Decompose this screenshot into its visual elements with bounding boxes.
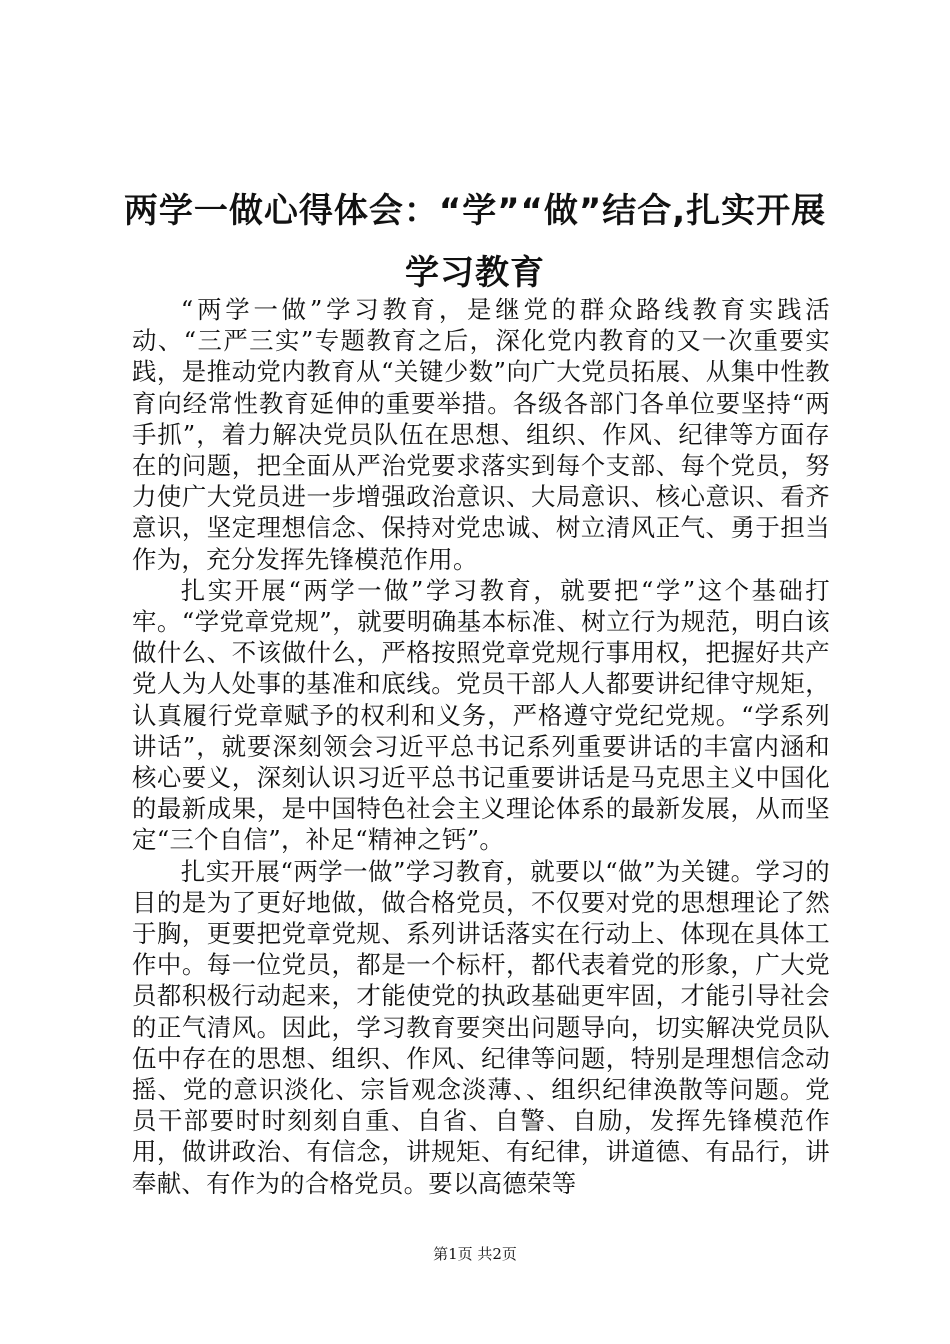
paragraph-1: “两学一做”学习教育，是继党的群众路线教育实践活动、“三严三实”专题教育之后，深化党内教育的又一次重要实践，是推动党内教育从“关键少数”向广大党员拓展、从集中性教育向经常性教育延伸的重要举措。各级各部门各单位要坚持“两手抓”，着力解决党员队伍在思想、组织、作风、纪律等方面存在的问题，把全面从严治党要求落实到每个支部、每个党员，努力使广大党员进一步增强政治意识、大局意识、核心意识、看齐意识，坚定理想信念、保持对党忠诚、树立清风正气、勇于担当作为，充分发挥先锋模范作用。 (132, 295, 830, 574)
paragraph-2: 扎实开展“两学一做”学习教育，就要把“学”这个基础打牢。“学党章党规”，就要明确基本标准、树立行为规范，明白该做什么、不该做什么，严格按照党章党规行事用权，把握好共产党人为人处事的基准和底线。党员干部人人都要讲纪律守规矩，认真履行党章赋予的权利和义务，严格遵守党纪党规。“学系列讲话”，就要深刻领会习近平总书记系列重要讲话的丰富内涵和核心要义，深刻认识习近平总书记重要讲话是马克思主义中国化的最新成果，是中国特色社会主义理论体系的最新发展，从而坚定“三个自信”，补足“精神之钙”。 (132, 575, 830, 855)
document-body (132, 294, 830, 1199)
document-title: 两学一做心得体会：“学”“做”结合,扎实开展学习教育 (123, 191, 827, 293)
page-footer: 第1页 共2页 (433, 1245, 517, 1263)
paragraph-3: 扎实开展“两学一做”学习教育，就要以“做”为关键。学习的目的是为了更好地做，做合格党员，不仅要对党的思想理论了然于胸，更要把党章党规、系列讲话落实在行动上、体现在具体工作中。每一位党员，都是一个标杆，都代表着党的形象，广大党员都积极行动起来，才能使党的执政基础更牢固，才能引导社会的正气清风。因此，学习教育要突出问题导向，切实解决党员队伍中存在的思想、组织、作风、纪律等问题，特别是理想信念动摇、党的意识淡化、宗旨观念淡薄、、组织纪律涣散等问题。党员干部要时时刻刻自重、自省、自警、自励，发挥先锋模范作用，做讲政治、有信念，讲规矩、有纪律，讲道德、有品行，讲奉献、有作为的合格党员。要以高德荣等 (132, 856, 830, 1198)
